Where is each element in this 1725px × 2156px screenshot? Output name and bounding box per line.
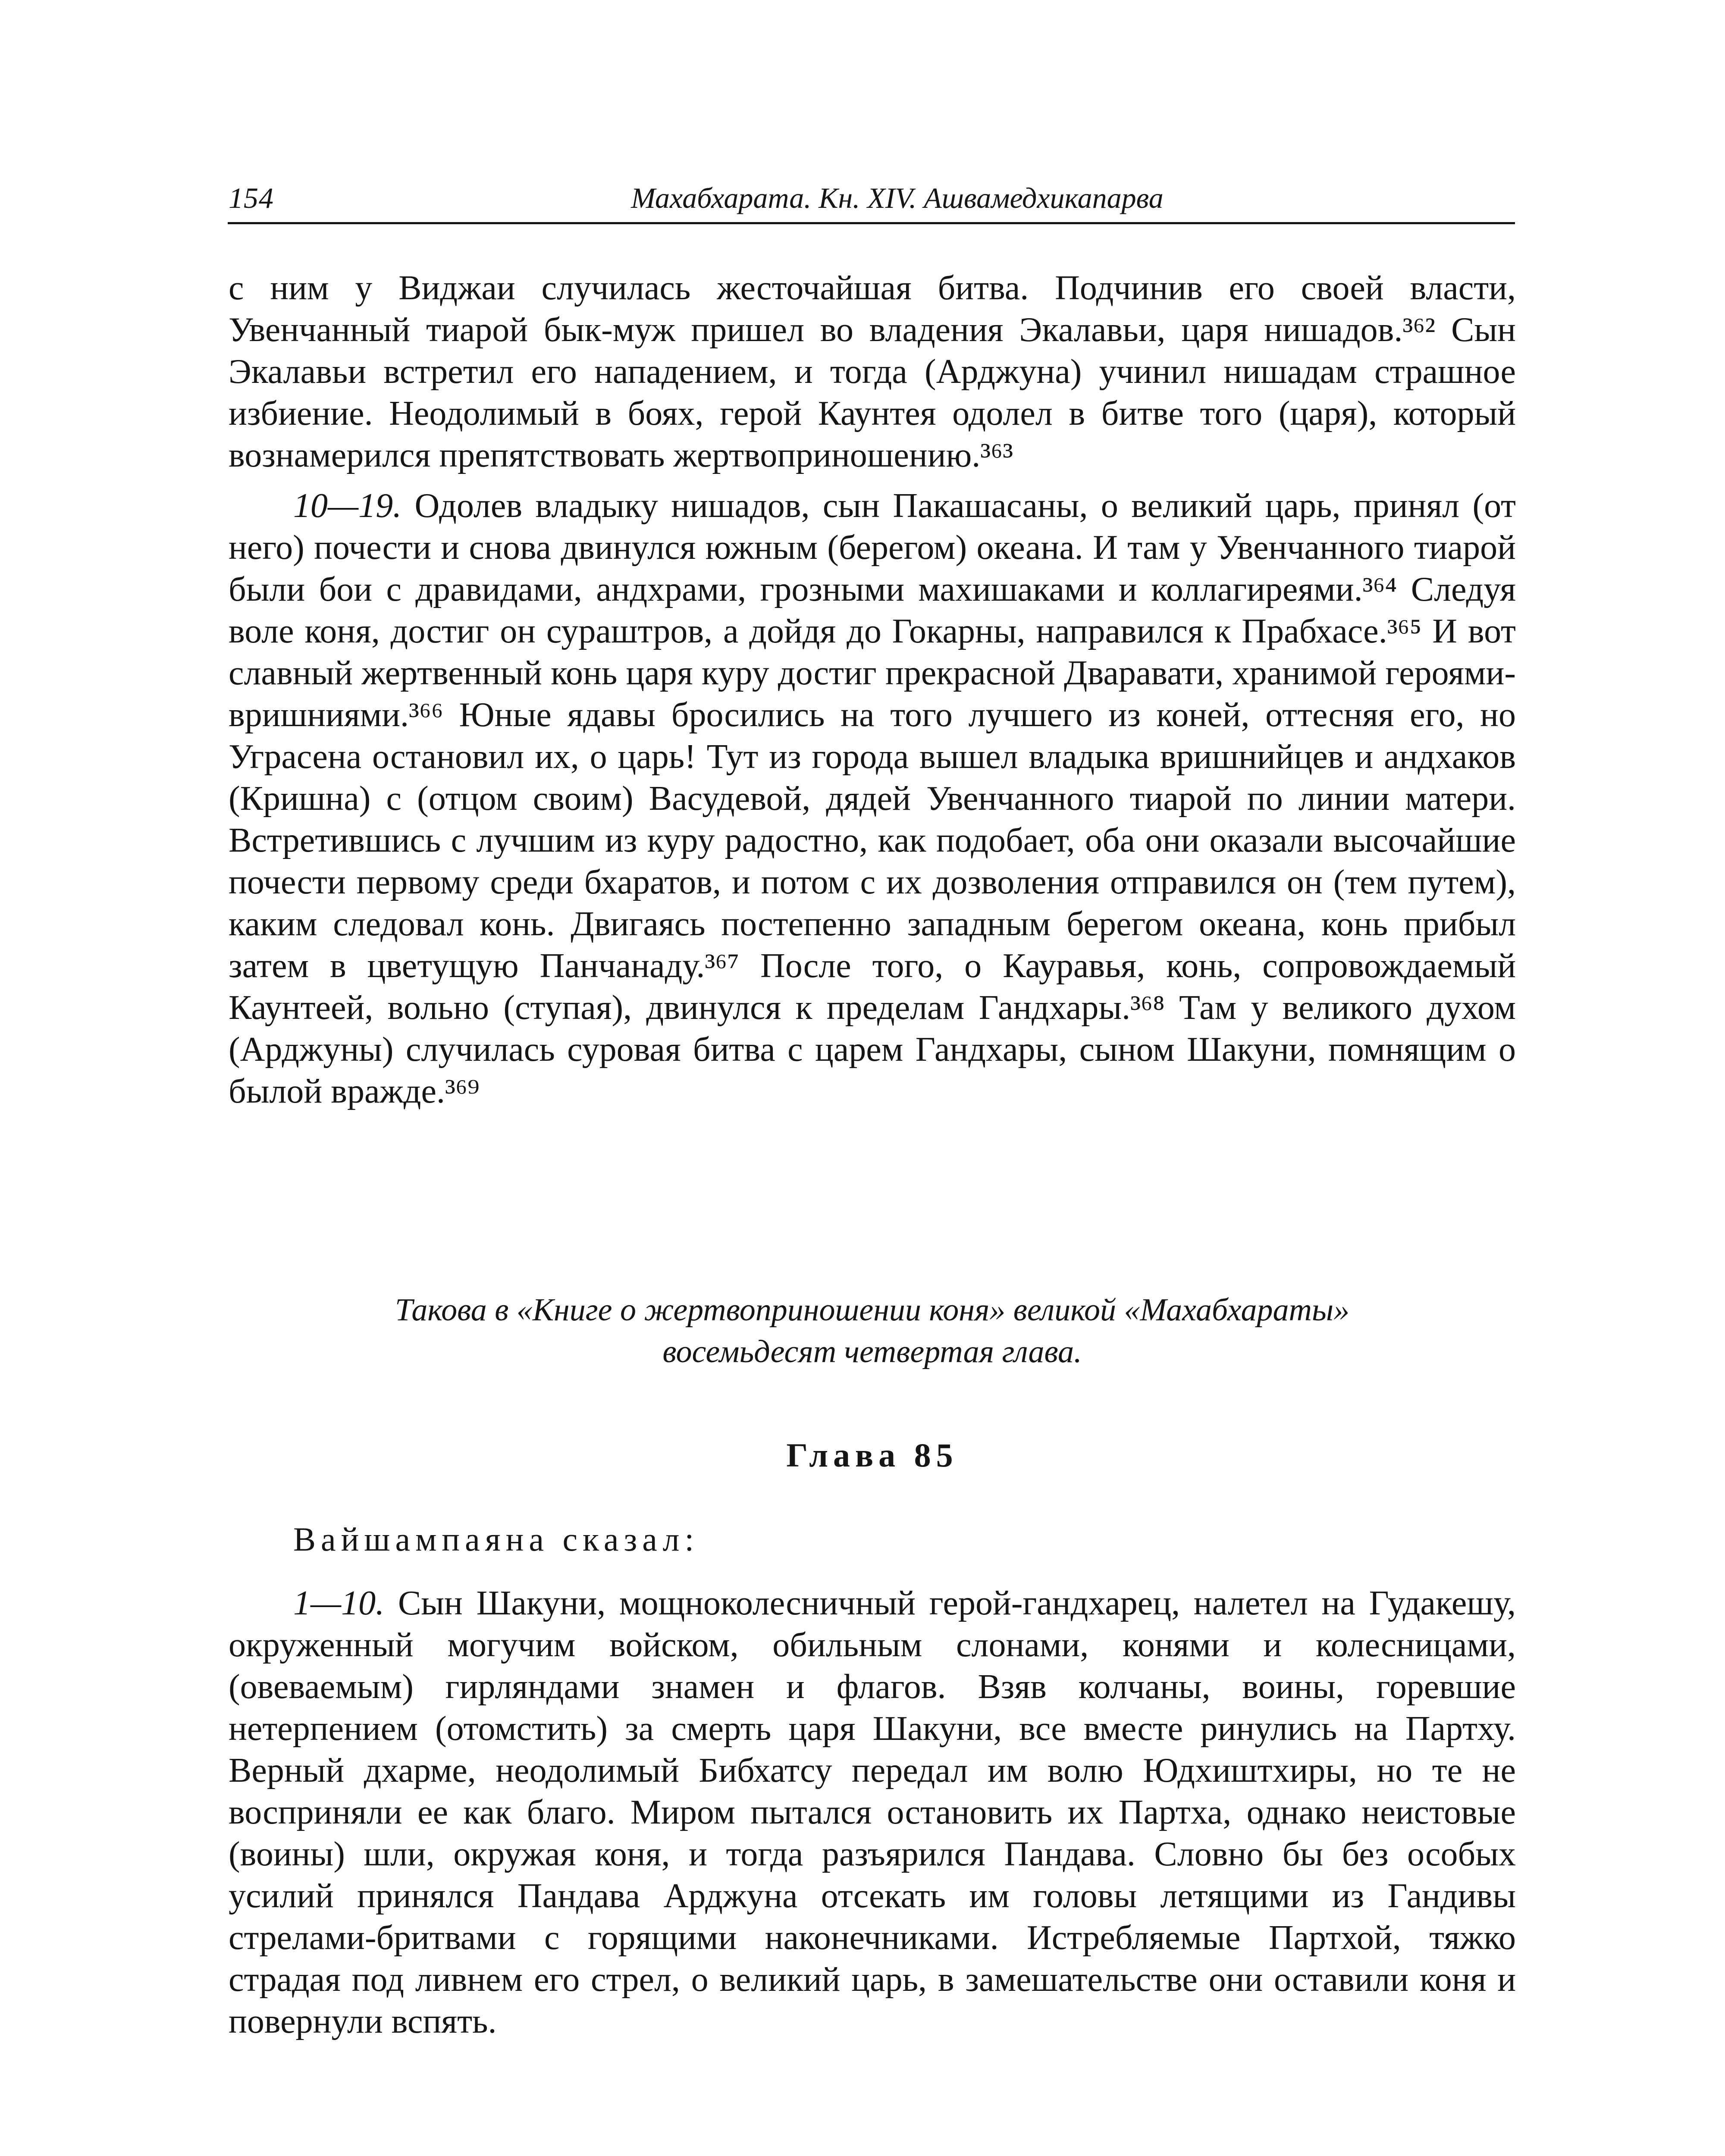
page-number: 154 [229,182,274,214]
colophon-line-1: Такова в «Книге о жертвоприношении коня» великой «Махабхараты» [395,1292,1350,1328]
verse-paragraph-10-19 [229,485,1516,1112]
chapter-colophon [229,1289,1516,1373]
running-title: Махабхарата. Кн. XIV. Ашвамедхикапарва [631,182,1164,214]
speaker-line: Вайшампаяна сказал: [293,1520,699,1558]
verse-text: Сын Шакуни, мощноколесничный герой-гандхарец, налетел на Гудакешу, окруженный могучим войском, обильным слонами, конями и колесницами, (овеваемым) гирляндами знамен и флагов. Взяв колчаны, воины, горевшие нетерпением (отомстить) за смерть царя Шакуни, все вместе ринулись на Партху. Верный дхарме, неодолимый Бибхатсу передал им волю Юдхиштхиры, но те не восприняли ее как благо. Миром пытался остановить их Партха, однако неистовые (воины) шли, окружая коня, и тогда разъярился Пандава. Словно бы без особых усилий принялся Пандава Арджуна отсекать им головы летящими из Гандивы стрелами-бритвами с горящими наконечниками. Истребляемые Партхой, тяжко страдая под ливнем его стрел, о великий царь, в замешательстве они оставили коня и повернули вспять. [229,1584,1516,2040]
lower-text-block [229,1583,1516,2043]
continued-paragraph: с ним у Виджаи случилась жесточайшая битва. Подчинив его своей власти, Увенчанный тиарой бык-муж пришел во владения Экалавьи, царя нишадов.³⁶² Сын Экалавьи встретил его нападением, и тогда (Арджуна) учинил нишадам страшное избиение. Неодолимый в боях, герой Каунтея одолел в битве того (царя), который вознамерился препятствовать жертвоприношению.³⁶³ [229,269,1516,474]
verse-text: Одолев владыку нишадов, сын Пакашасаны, о великий царь, принял (от него) почести и снова двинулся южным (берегом) океана. И там у Увенчанного тиарой были бои с дравидами, андхрами, грозными махишаками и коллагиреями.³⁶⁴ Следуя воле коня, достиг он сураштров, а дойдя до Гокарны, направился к Прабхасе.³⁶⁵ И вот славный жертвенный конь царя куру достиг прекрасной Дваравати, хранимой героями-вришниями.³⁶⁶ Юные ядавы бросились на того лучшего из коней, оттесняя его, но Уграсена остановил их, о царь! Тут из города вышел владыка вришнийцев и андхаков (Кришна) с (отцом своим) Васудевой, дядей Увенчанного тиарой по линии матери. Встретившись с лучшим из куру радостно, как подобает, оба они оказали высочайшие почести первому среди бхаратов, и потом с их дозволения отправился он (тем путем), каким следовал конь. Двигаясь постепенно западным берегом океана, конь прибыл затем в цветущую Панчанаду.³⁶⁷ После того, о Кауравья, конь, сопровождаемый Каунтеей, вольно (ступая), двинулся к пределам Гандхары.³⁶⁸ Там у великого духом (Арджуны) случилась суровая битва с царем Гандхары, сыном Шакуни, помнящим о былой вражде.³⁶⁹ [229,487,1516,1110]
running-header [228,175,1515,224]
verse-number: 10—19. [293,487,402,525]
verse-paragraph-1-10 [229,1583,1516,2043]
colophon-line-2: восемьдесят четвертая глава. [662,1334,1082,1369]
chapter-heading: Глава 85 [786,1436,958,1474]
upper-text-block [229,267,1516,1112]
verse-number: 1—10. [293,1584,385,1622]
